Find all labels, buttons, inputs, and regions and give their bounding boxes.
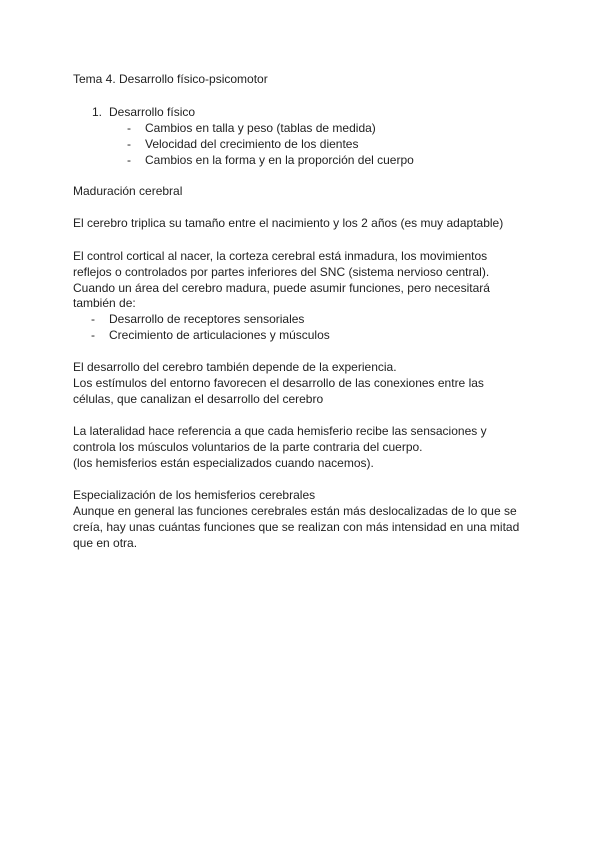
bullet-marker: -: [127, 137, 131, 151]
list-number: 1.: [92, 105, 103, 119]
paragraph-line: reflejos o controlados por partes inferiores del SNC (sistema nervioso central).: [73, 265, 490, 279]
list-item: Crecimiento de articulaciones y músculos: [109, 328, 330, 342]
paragraph-line: que en otra.: [73, 536, 138, 550]
section-heading-maduracion: Maduración cerebral: [73, 184, 183, 198]
bullet-marker: -: [127, 121, 131, 135]
bullet-marker: -: [91, 328, 95, 342]
section-heading-especializacion: Especialización de los hemisferios cerebrales: [73, 488, 316, 502]
document-title: Tema 4. Desarrollo físico-psicomotor: [73, 72, 268, 86]
paragraph-line: La lateralidad hace referencia a que cada hemisferio recibe las sensaciones y: [73, 424, 487, 438]
bullet-marker: -: [91, 312, 95, 326]
paragraph-line: Aunque en general las funciones cerebrales están más deslocalizadas de lo que se: [73, 504, 517, 518]
paragraph-line: Los estímulos del entorno favorecen el desarrollo de las conexiones entre las: [73, 376, 484, 390]
paragraph: El cerebro triplica su tamaño entre el nacimiento y los 2 años (es muy adaptable): [73, 216, 504, 230]
bullet-marker: -: [127, 153, 131, 167]
list-item: Cambios en talla y peso (tablas de medida): [145, 121, 376, 135]
paragraph-line: El control cortical al nacer, la corteza cerebral está inmadura, los movimientos: [73, 249, 488, 263]
list-item: Desarrollo de receptores sensoriales: [109, 312, 305, 326]
list-item: Velocidad del crecimiento de los dientes: [145, 137, 359, 151]
section-heading-desarrollo-fisico: Desarrollo físico: [109, 105, 196, 119]
paragraph-line: células, que canalizan el desarrollo del cerebro: [73, 392, 324, 406]
paragraph-line: El desarrollo del cerebro también depende de la experiencia.: [73, 360, 397, 374]
paragraph-line: (los hemisferios están especializados cuando nacemos).: [73, 456, 374, 470]
list-item: Cambios en la forma y en la proporción del cuerpo: [145, 153, 414, 167]
paragraph-line: controla los músculos voluntarios de la parte contraria del cuerpo.: [73, 440, 423, 454]
paragraph-line: Cuando un área del cerebro madura, puede asumir funciones, pero necesitará: [73, 281, 490, 295]
paragraph-line: creía, hay unas cuántas funciones que se realizan con más intensidad en una mitad: [73, 520, 520, 534]
paragraph-line: también de:: [73, 296, 136, 310]
